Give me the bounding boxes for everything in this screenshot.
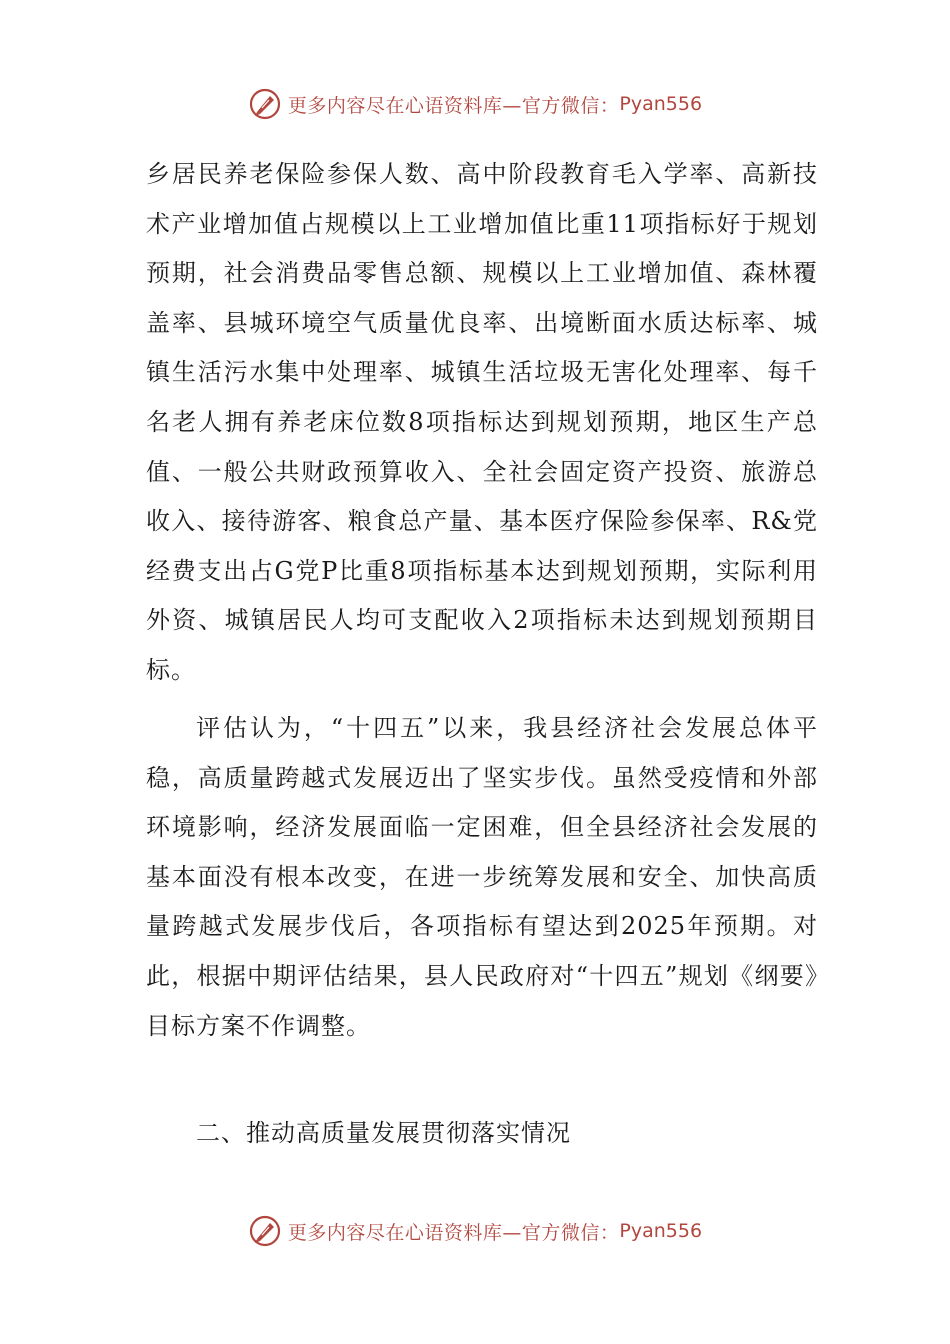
pen-nib-icon [248,1214,282,1248]
watermark-text: 更多内容尽在心语资料库—官方微信： [287,1221,620,1244]
watermark-text: 更多内容尽在心语资料库—官方微信： [287,94,620,117]
watermark-wechat-id: Pyan556 [619,1220,703,1242]
paragraph-indicators: 乡居民养老保险参保人数、高中阶段教育毛入学率、高新技术产业增加值占规模以上工业增加值比重11项指标好于规划预期，社会消费品零售总额、规模以上工业增加值、森林覆盖率、县城环境空气质量优良率、出境断面水质达标率、城镇生活污水集中处理率、城镇生活垃圾无害化处理率、每千名老人拥有养老床位数8项指标达到规划预期，地区生产总值、一般公共财政预算收入、全社会固定资产投资、旅游总收入、接待游客、粮食总产量、基本医疗保险参保率、R&党经费支出占G党P比重8项指标基本达到规划预期，实际利用外资、城镇居民人均可支配收入2项指标未达到规划预期目标。 [146,160,818,684]
pen-nib-icon [248,87,282,121]
watermark-wechat-id: Pyan556 [619,93,703,115]
paragraph-assessment: 评估认为，“十四五”以来，我县经济社会发展总体平稳，高质量跨越式发展迈出了坚实步伐。虽然受疫情和外部环境影响，经济发展面临一定困难，但全县经济社会发展的基本面没有根本改变，在进一步统筹发展和安全、加快高质量跨越式发展步伐后，各项指标有望达到2025年预期。对此，根据中期评估结果，县人民政府对“十四五”规划《纲要》目标方案不作调整。 [146,714,818,1040]
watermark-banner-top [0,84,950,124]
section-heading: 二、推动高质量发展贯彻落实情况 [196,1119,571,1147]
watermark-banner-bottom [0,1211,950,1251]
